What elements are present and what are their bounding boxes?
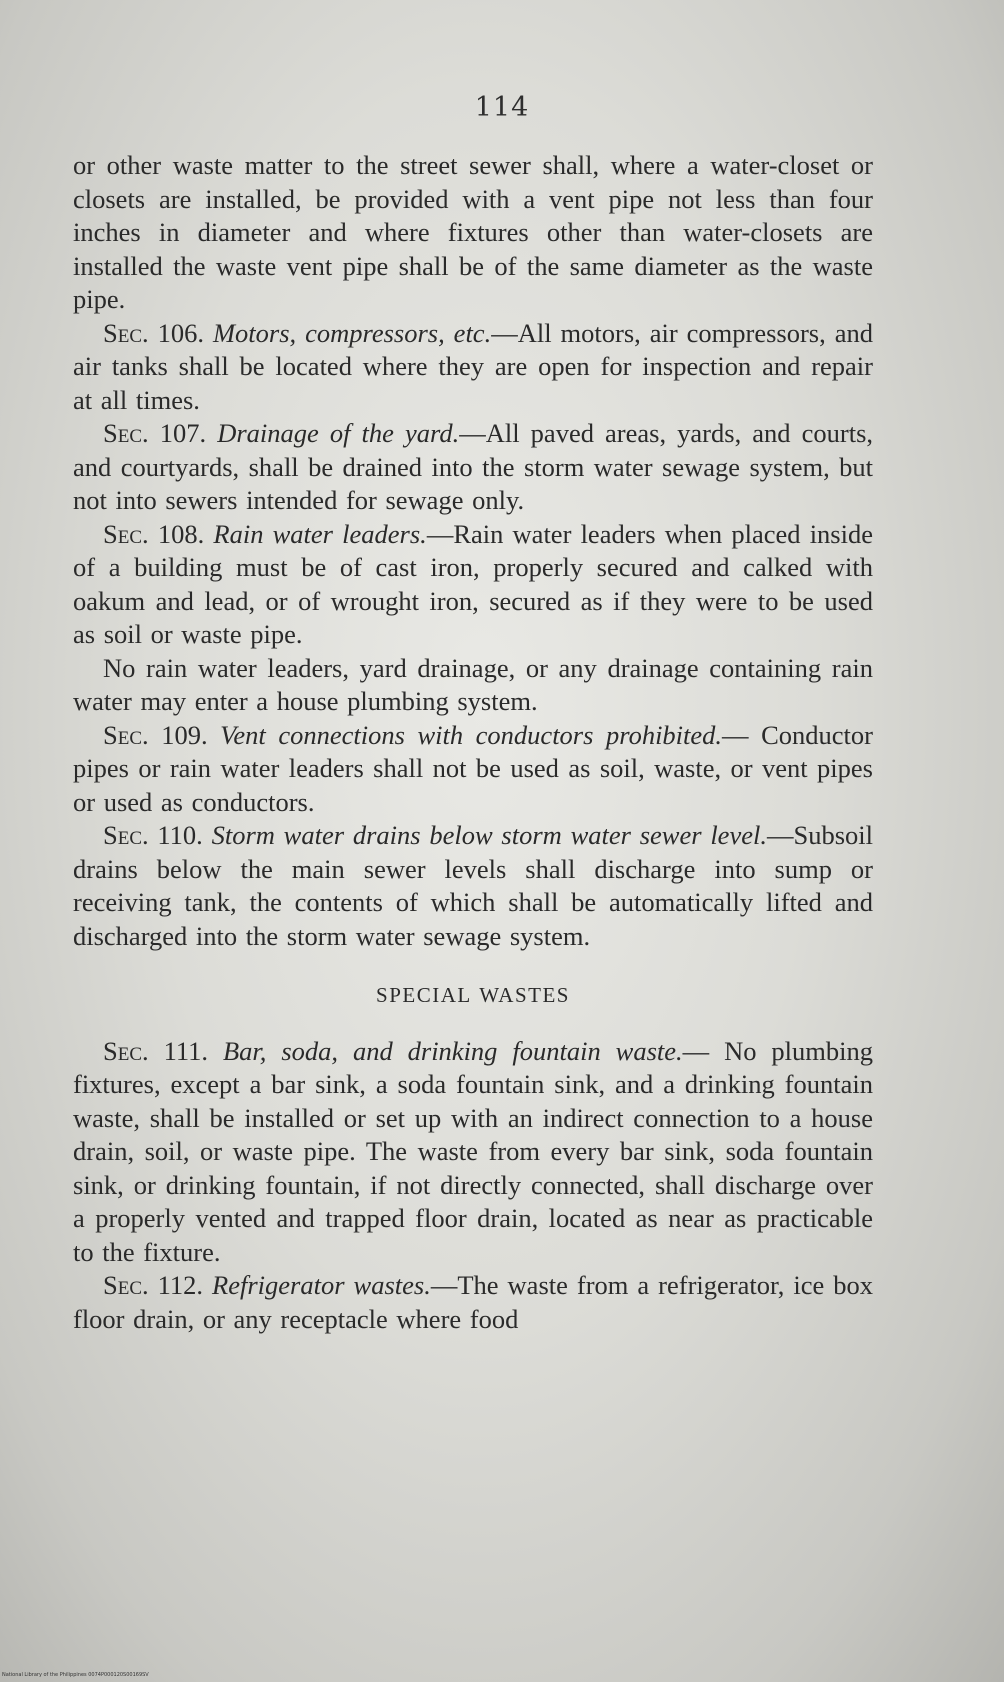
section-text: —Subsoil drains below the main sewer levels shall discharge into sump or receiving tank, the contents of which shall be automatically lifted and discharged into the storm water sewage system.	[73, 820, 873, 951]
section-label: Sec. 107.	[103, 418, 207, 448]
section-109	[73, 719, 873, 820]
section-title: Storm water drains below storm water sewer level.	[211, 820, 767, 850]
section-label: Sec. 106.	[103, 317, 204, 348]
page-number: 114	[474, 92, 530, 123]
section-text: — Conductor pipes or rain water leaders shall not be used as soil, waste, or vent pipes or used as conductors.	[73, 719, 873, 817]
section-title: Drainage of the yard.	[217, 418, 460, 448]
section-text: —All paved areas, yards, and courts, and courtyards, shall be drained into the storm water sewage system, but not into sewers intended for sewage only.	[73, 418, 874, 515]
section-label: Sec. 109.	[103, 719, 208, 750]
section-label: Sec. 111.	[103, 1035, 208, 1066]
footer-credit: National Library of the Philippines 0074P000120S00169SV	[2, 1672, 149, 1678]
section-label: Sec. 112.	[103, 1270, 204, 1300]
section-112	[73, 1269, 873, 1336]
section-label: Sec. 110.	[103, 820, 203, 850]
section-title: Refrigerator wastes.	[212, 1270, 431, 1300]
section-title: Motors, compressors, etc.	[212, 317, 492, 348]
section-text: —The waste from a refrigerator, ice box floor drain, or any receptacle where food	[73, 1270, 873, 1334]
section-107	[73, 417, 873, 518]
section-text: — No plumbing fixtures, except a bar sink, a soda fountain sink, and a drinking fountain waste, shall be installed or set up with an indirect connection to a house drain, soil, or waste pipe. The waste from every bar sink, soda fountain sink, or drinking fountain, if not directly connected, shall discharge over a properly vented and trapped floor drain, located as near as practicable to the fixture.	[73, 1035, 873, 1267]
paragraph-rain-water: No rain water leaders, yard drainage, or any drainage containing rain water may enter a house plumbing system.	[73, 652, 873, 716]
section-title: Rain water leaders.	[213, 518, 427, 549]
section-text: —All motors, air compressors, and air tanks shall be located where they are open for inspection and repair at all times.	[73, 317, 873, 415]
section-text: —Rain water leaders when placed inside of a building must be of cast iron, properly secured and calked with oakum and lead, or of wrought iron, secured as if they were to be used as soil or waste pipe.	[73, 518, 873, 649]
section-111	[73, 1035, 873, 1270]
section-108	[73, 518, 873, 652]
section-heading: SPECIAL WASTES	[376, 983, 570, 1007]
section-title: Bar, soda, and drinking fountain waste.	[222, 1035, 683, 1066]
section-label: Sec. 108.	[103, 518, 205, 549]
paragraph-continuation: or other waste matter to the street sewer shall, where a water-closet or closets are installed, be provided with a vent pipe not less than four inches in diameter and where fixtures other than water-closets are installed the waste vent pipe shall be of the same diameter as the waste pipe.	[73, 150, 873, 314]
section-106	[73, 317, 873, 418]
body-text	[73, 149, 873, 1336]
section-title: Vent connections with conductors prohibited.	[220, 719, 723, 750]
section-110	[73, 819, 873, 953]
